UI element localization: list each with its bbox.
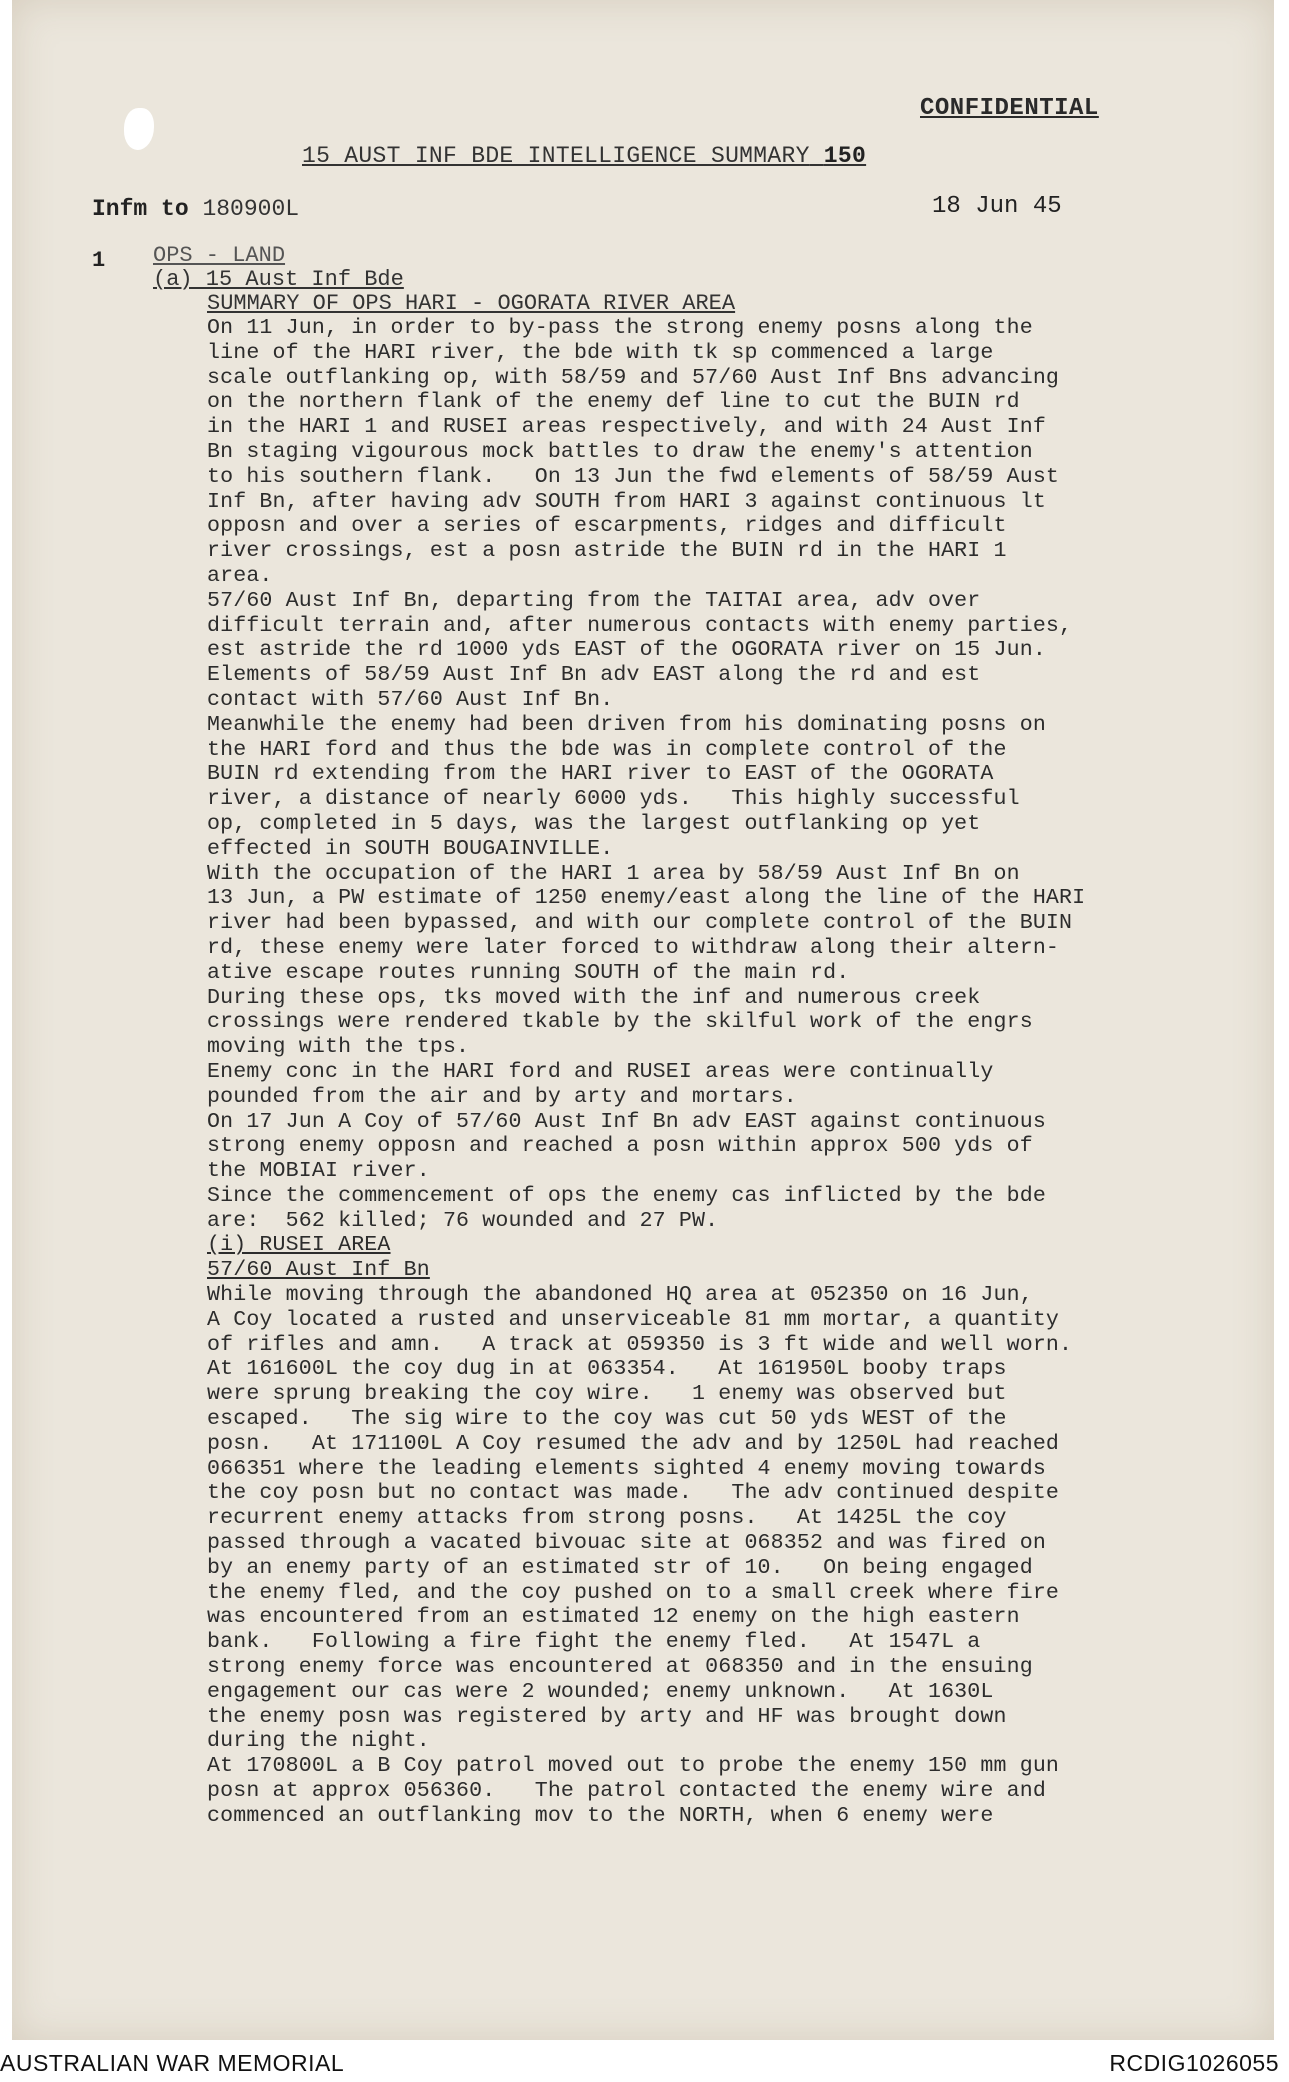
body-line: At 170800L a B Coy patrol moved out to probe the enemy 150 mm gun (207, 1754, 1060, 1779)
footer-record-id: RCDIG1026055 (1109, 2050, 1279, 2076)
body-line: during the night. (207, 1729, 430, 1754)
body-line: strong enemy opposn and reached a posn within approx 500 yds of (207, 1134, 1033, 1159)
body-line: effected in SOUTH BOUGAINVILLE. (207, 836, 614, 861)
section-number: 1 (92, 248, 106, 273)
body-line: line of the HARI river, the bde with tk sp commenced a large (207, 340, 994, 365)
body-line: moving with the tps. (207, 1035, 470, 1060)
body-line: Enemy conc in the HARI ford and RUSEI areas were continually (207, 1059, 994, 1084)
body-line: opposn and over a series of escarpments, ridges and difficult (207, 514, 1007, 539)
infm-line (92, 196, 299, 222)
body-line: were sprung breaking the coy wire. 1 enemy was observed but (207, 1382, 1007, 1407)
document-date: 18 Jun 45 (932, 193, 1062, 220)
body-line: 57/60 Aust Inf Bn (207, 1258, 430, 1283)
body-line: area. (207, 563, 273, 588)
body-text (207, 316, 1267, 1829)
body-line: scale outflanking op, with 58/59 and 57/60 Aust Inf Bns advancing (207, 365, 1060, 390)
body-line: BUIN rd extending from the HARI river to EAST of the OGORATA (207, 762, 994, 787)
body-line: the coy posn but no contact was made. The adv continued despite (207, 1481, 1060, 1506)
summary-number: 150 (823, 143, 867, 169)
body-line: to his southern flank. On 13 Jun the fwd elements of 58/59 Aust (207, 464, 1060, 489)
body-line: by an enemy party of an estimated str of 10. On being engaged (207, 1555, 1033, 1580)
body-line: Inf Bn, after having adv SOUTH from HARI 3 against continuous lt (207, 489, 1046, 514)
summary-heading: SUMMARY OF OPS HARI - OGORATA RIVER AREA (207, 291, 736, 316)
classification-stamp: CONFIDENTIAL (920, 95, 1099, 122)
body-line: the MOBIAI river. (207, 1159, 430, 1184)
body-line: Elements of 58/59 Aust Inf Bn adv EAST along the rd and est (207, 663, 981, 688)
body-line: (i) RUSEI AREA (207, 1233, 391, 1258)
document-page (12, 0, 1274, 2040)
body-line: op, completed in 5 days, was the largest outflanking op yet (207, 811, 981, 836)
body-line: crossings were rendered tkable by the skilful work of the engrs (207, 1010, 1033, 1035)
body-line: in the HARI 1 and RUSEI areas respectively, and with 24 Aust Inf (207, 415, 1046, 440)
body-line: the enemy posn was registered by arty and HF was brought down (207, 1704, 1007, 1729)
body-line: the enemy fled, and the coy pushed on to a small creek where fire (207, 1580, 1060, 1605)
body-line: ative escape routes running SOUTH of the main rd. (207, 960, 850, 985)
body-line: on the northern flank of the enemy def line to cut the BUIN rd (207, 390, 1020, 415)
title-text: 15 AUST INF BDE INTELLIGENCE SUMMARY (302, 143, 810, 169)
body-line: On 11 Jun, in order to by-pass the strong enemy posns along the (207, 316, 1033, 340)
body-line: With the occupation of the HARI 1 area by 58/59 Aust Inf Bn on (207, 861, 1020, 886)
body-line: was encountered from an estimated 12 enemy on the high eastern (207, 1605, 1020, 1630)
body-line: commenced an outflanking mov to the NORTH, when 6 enemy were (207, 1803, 994, 1828)
footer-archive-name: AUSTRALIAN WAR MEMORIAL (0, 2050, 345, 2076)
punch-hole (124, 108, 154, 150)
body-line: difficult terrain and, after numerous contacts with enemy parties, (207, 613, 1073, 638)
body-line: are: 562 killed; 76 wounded and 27 PW. (207, 1208, 719, 1233)
infm-value: 180900L (202, 196, 300, 222)
body-line: 57/60 Aust Inf Bn, departing from the TAITAI area, adv over (207, 588, 981, 613)
body-line: of rifles and amn. A track at 059350 is 3 ft wide and well worn. (207, 1332, 1073, 1357)
body-line: During these ops, tks moved with the inf and numerous creek (207, 985, 981, 1010)
body-line: river had been bypassed, and with our complete control of the BUIN (207, 911, 1073, 936)
body-line: Meanwhile the enemy had been driven from his dominating posns on (207, 712, 1046, 737)
body-line: While moving through the abandoned HQ area at 052350 on 16 Jun, (207, 1283, 1033, 1308)
body-line: At 161600L the coy dug in at 063354. At 161950L booby traps (207, 1357, 1007, 1382)
body-line: recurrent enemy attacks from strong posns. At 1425L the coy (207, 1506, 1007, 1531)
body-line: 13 Jun, a PW estimate of 1250 enemy/east along the line of the HARI (207, 886, 1086, 911)
body-line: engagement our cas were 2 wounded; enemy unknown. At 1630L (207, 1679, 994, 1704)
body-line: river crossings, est a posn astride the BUIN rd in the HARI 1 (207, 539, 1007, 564)
body-line: river, a distance of nearly 6000 yds. This highly successful (207, 787, 1020, 812)
body-line: escaped. The sig wire to the coy was cut 50 yds WEST of the (207, 1407, 1007, 1432)
body-line: On 17 Jun A Coy of 57/60 Aust Inf Bn adv EAST against continuous (207, 1109, 1046, 1134)
body-line: Since the commencement of ops the enemy cas inflicted by the bde (207, 1183, 1046, 1208)
body-line: pounded from the air and by arty and mortars. (207, 1084, 797, 1109)
body-line: est astride the rd 1000 yds EAST of the OGORATA river on 15 Jun. (207, 638, 1046, 663)
body-line: the HARI ford and thus the bde was in complete control of the (207, 737, 1007, 762)
body-line: passed through a vacated bivouac site at 068352 and was fired on (207, 1531, 1046, 1556)
section-heading: OPS - LAND (153, 243, 286, 268)
body-line: strong enemy force was encountered at 068350 and in the ensuing (207, 1655, 1033, 1680)
body-line: A Coy located a rusted and unserviceable 81 mm mortar, a quantity (207, 1307, 1060, 1332)
body-line: bank. Following a fire fight the enemy fled. At 1547L a (207, 1630, 981, 1655)
body-line: posn. At 171100L A Coy resumed the adv and by 1250L had reached (207, 1431, 1060, 1456)
body-line: contact with 57/60 Aust Inf Bn. (207, 687, 614, 712)
body-line: posn at approx 056360. The patrol contacted the enemy wire and (207, 1779, 1046, 1804)
infm-label: Infm to (92, 196, 189, 222)
body-line: Bn staging vigourous mock battles to draw the enemy's attention (207, 439, 1033, 464)
subsection-heading: (a) 15 Aust Inf Bde (153, 267, 404, 292)
document-title (302, 143, 866, 169)
body-line: rd, these enemy were later forced to withdraw along their altern- (207, 935, 1060, 960)
body-line: 066351 where the leading elements sighted 4 enemy moving towards (207, 1456, 1046, 1481)
